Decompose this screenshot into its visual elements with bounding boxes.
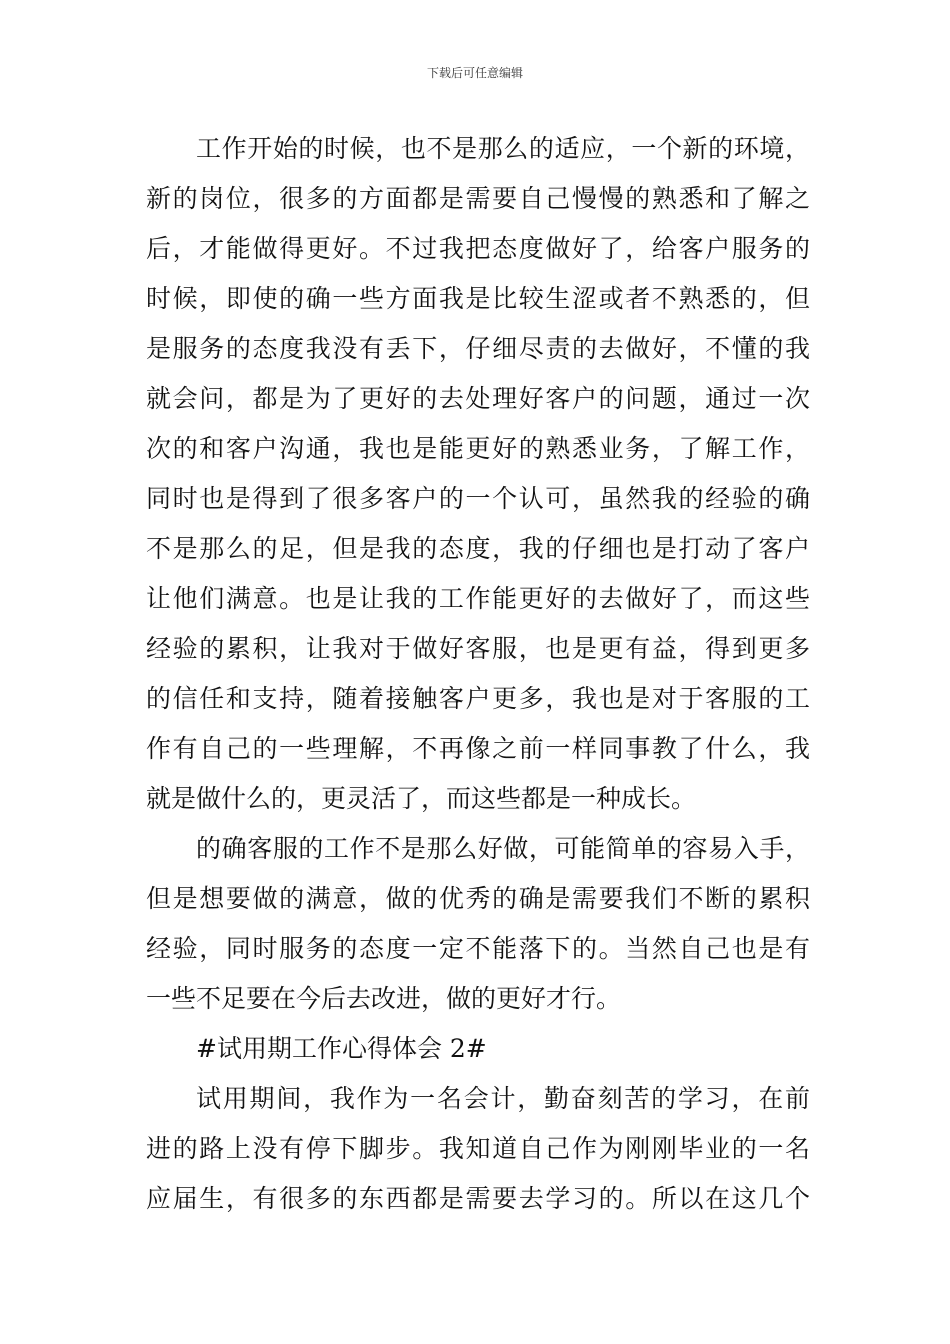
document-body <box>146 124 810 1224</box>
text-line: 进的路上没有停下脚步。我知道自己作为刚刚毕业的一名 <box>146 1134 810 1163</box>
text-line: 一些不足要在今后去改进，做的更好才行。 <box>146 984 622 1013</box>
text-line: 试用期间，我作为一名会计，勤奋刻苦的学习，在前 <box>196 1084 810 1113</box>
text-line: 是服务的态度我没有丢下，仔细尽责的去做好，不懂的我 <box>146 334 810 363</box>
text-line: 就是做什么的，更灵活了，而这些都是一种成长。 <box>146 784 697 813</box>
section-heading-block <box>146 1024 810 1074</box>
text-line: 次的和客户沟通，我也是能更好的熟悉业务，了解工作， <box>146 434 810 463</box>
text-line: 新的岗位，很多的方面都是需要自己慢慢的熟悉和了解之 <box>146 184 810 213</box>
text-line: 但是想要做的满意，做的优秀的确是需要我们不断的累积 <box>146 884 810 913</box>
page-header-note: 下载后可任意编辑 <box>426 66 523 80</box>
text-line: 让他们满意。也是让我的工作能更好的去做好了，而这些 <box>146 584 810 613</box>
text-line: 的确客服的工作不是那么好做，可能简单的容易入手， <box>196 834 810 863</box>
text-line: 时候，即使的确一些方面我是比较生涩或者不熟悉的，但 <box>146 284 810 313</box>
text-line: 就会问，都是为了更好的去处理好客户的问题，通过一次 <box>146 384 810 413</box>
text-line: 作有自己的一些理解，不再像之前一样同事教了什么，我 <box>146 734 810 763</box>
text-line: 后，才能做得更好。不过我把态度做好了，给客户服务的 <box>146 234 810 263</box>
paragraph-3 <box>146 1074 810 1224</box>
paragraph-1 <box>146 124 810 824</box>
text-line: 经验，同时服务的态度一定不能落下的。当然自己也是有 <box>146 934 810 963</box>
section-heading: #试用期工作心得体会 2# <box>196 1034 487 1063</box>
paragraph-2 <box>146 824 810 1024</box>
text-line: 同时也是得到了很多客户的一个认可，虽然我的经验的确 <box>146 484 810 513</box>
text-line: 不是那么的足，但是我的态度，我的仔细也是打动了客户 <box>146 534 810 563</box>
text-line: 应届生，有很多的东西都是需要去学习的。所以在这几个 <box>146 1184 810 1213</box>
text-line: 工作开始的时候，也不是那么的适应，一个新的环境， <box>196 134 810 163</box>
text-line: 的信任和支持，随着接触客户更多，我也是对于客服的工 <box>146 684 810 713</box>
text-line: 经验的累积，让我对于做好客服，也是更有益，得到更多 <box>146 634 810 663</box>
